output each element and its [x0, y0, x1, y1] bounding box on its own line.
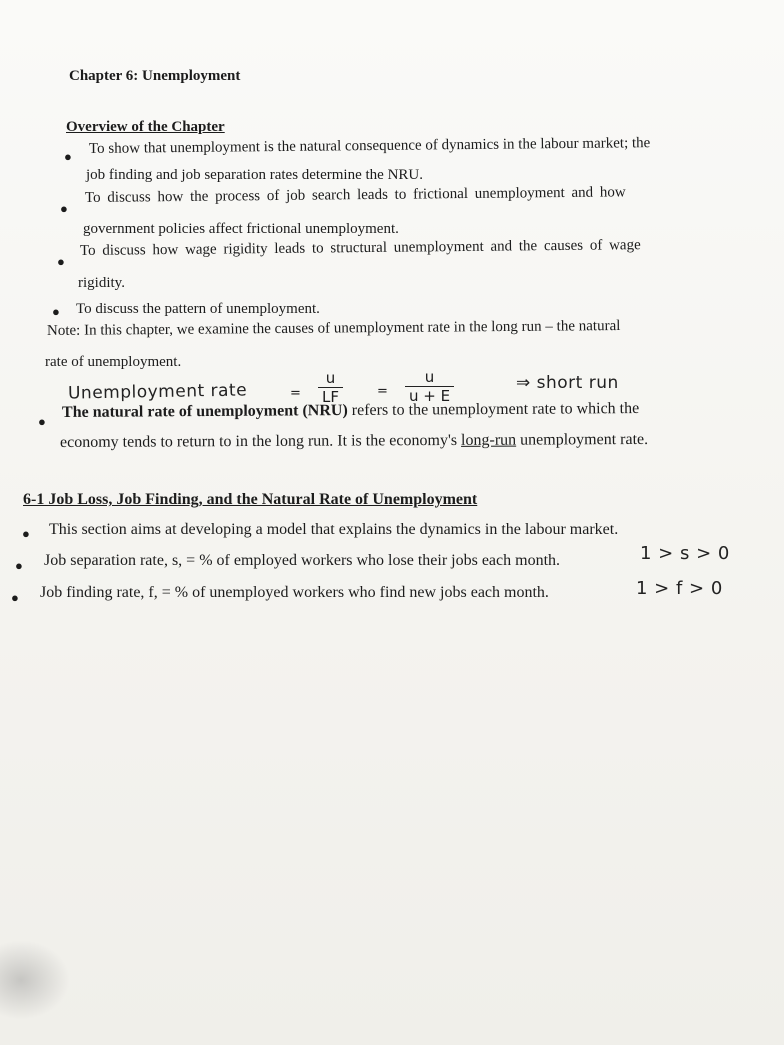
fraction-numerator: u [318, 369, 343, 388]
scan-smudge [0, 940, 70, 1020]
handwritten-sep-rate-range: 1 > s > 0 [640, 543, 730, 564]
overview-item-4-line1: To discuss the pattern of unemployment. [76, 301, 320, 317]
handwritten-fraction-u-over-lf [318, 369, 343, 406]
section-item-1: This section aims at developing a model that explains the dynamics in the labour market. [49, 521, 619, 538]
section-heading: 6-1 Job Loss, Job Finding, and the Natural Rate of Unemployment [23, 491, 478, 508]
overview-item-3-line1: To discuss how wage rigidity leads to structural unemployment and the causes of wage [79, 237, 641, 259]
nru-long-run: long-run [460, 431, 517, 449]
handwritten-equals-1: = [290, 386, 302, 401]
bullet-glyph: ● [60, 201, 68, 216]
fraction-numerator: u [405, 368, 454, 387]
nru-text-pre: economy tends to return to in the long run. It is the economy's [59, 431, 458, 451]
handwritten-fraction-u-over-u-plus-e [405, 368, 454, 405]
nru-term: The natural rate of unemployment (NRU) [61, 402, 348, 421]
overview-item-1-line2: job finding and job separation rates determine the NRU. [86, 167, 423, 183]
section-item-2: Job separation rate, s, = % of employed workers who lose their jobs each month. [44, 552, 561, 569]
overview-heading: Overview of the Chapter [66, 119, 225, 135]
bullet-glyph: ● [38, 414, 46, 429]
note-line1: Note: In this chapter, we examine the causes of unemployment rate in the long run – the natural [46, 317, 621, 339]
overview-item-2-line2: government policies affect frictional unemployment. [83, 221, 399, 237]
nru-definition-line1 [62, 400, 639, 422]
handwritten-short-run-note: ⇒ short run [516, 373, 619, 393]
bullet-glyph: ● [57, 254, 65, 269]
overview-item-3-line2: rigidity. [78, 275, 125, 291]
bullet-glyph: ● [52, 304, 60, 319]
nru-definition-text: refers to the unemployment rate to which the [351, 399, 640, 419]
handwritten-find-rate-range: 1 > f > 0 [636, 578, 723, 599]
bullet-glyph: ● [11, 590, 19, 605]
bullet-glyph: ● [22, 526, 30, 541]
nru-definition-line2 [60, 431, 648, 452]
bullet-glyph: ● [15, 558, 23, 573]
section-item-3: Job finding rate, f, = % of unemployed workers who find new jobs each month. [40, 584, 549, 601]
nru-text-post: unemployment rate. [520, 430, 649, 449]
bullet-glyph: ● [64, 149, 72, 164]
fraction-denominator: u + E [409, 387, 451, 405]
overview-item-2-line1: To discuss how the process of job search leads to frictional unemployment and how [84, 184, 626, 206]
handwritten-formula-label: Unemployment rate [67, 380, 248, 404]
fraction-denominator: LF [322, 388, 339, 406]
note-line2: rate of unemployment. [45, 354, 182, 370]
overview-item-1-line1: To show that unemployment is the natural consequence of dynamics in the labour market; the [88, 135, 651, 157]
chapter-title: Chapter 6: Unemployment [69, 68, 241, 84]
handwritten-equals-2: = [377, 384, 389, 399]
